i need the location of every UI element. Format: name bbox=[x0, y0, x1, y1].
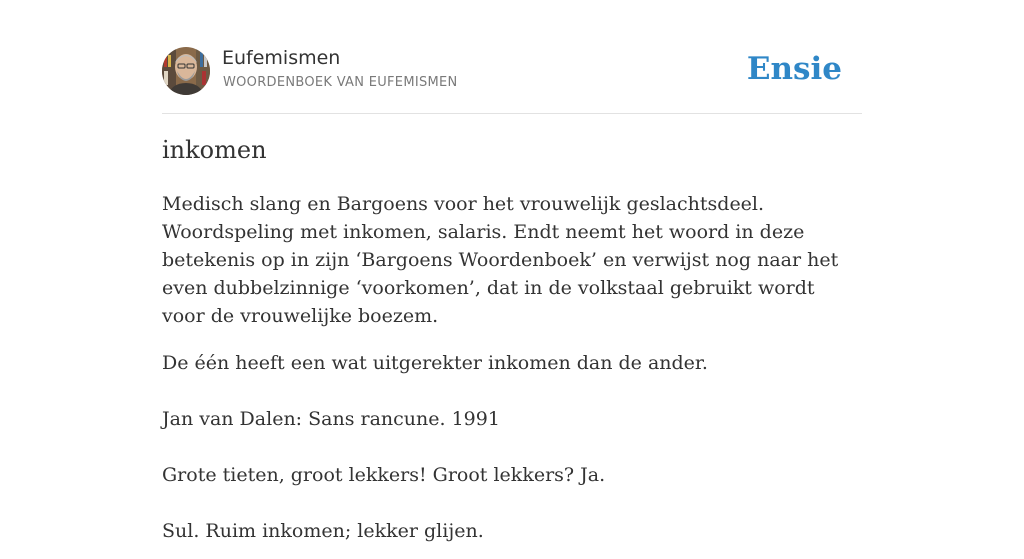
example-line: Grote tieten, groot lekkers! Groot lekkers? Ja. bbox=[162, 464, 606, 486]
example-line: De één heeft een wat uitgerekter inkomen dan de ander. bbox=[162, 352, 708, 374]
entry-example-quote bbox=[162, 335, 862, 559]
ensie-logo[interactable]: Ensie bbox=[746, 51, 842, 87]
example-line: Sul. Ruim inkomen; lekker glijen. bbox=[162, 520, 484, 542]
author-avatar[interactable] bbox=[162, 47, 210, 95]
entry-definition: Medisch slang en Bargoens voor het vrouwelijk geslachtsdeel. Woordspeling met inkomen, salaris. Endt neemt het woord in deze betekenis op in zijn ‘Bargoens Woordenboek’ en verwijst nog naar het even dubbelzinnige ‘voorkomen’, dat in de volkstaal gebruikt wordt voor de vrouwelijke boezem. bbox=[162, 193, 839, 327]
author-photo-icon bbox=[162, 47, 210, 95]
example-line: Jan van Dalen: Sans rancune. 1991 bbox=[162, 408, 500, 430]
entry-content bbox=[162, 190, 862, 559]
dictionary-subtitle[interactable]: WOORDENBOEK VAN EUFEMISMEN bbox=[223, 75, 458, 90]
author-name[interactable]: Eufemismen bbox=[222, 47, 341, 69]
entry-title: inkomen bbox=[162, 136, 267, 164]
page-header bbox=[162, 46, 862, 114]
